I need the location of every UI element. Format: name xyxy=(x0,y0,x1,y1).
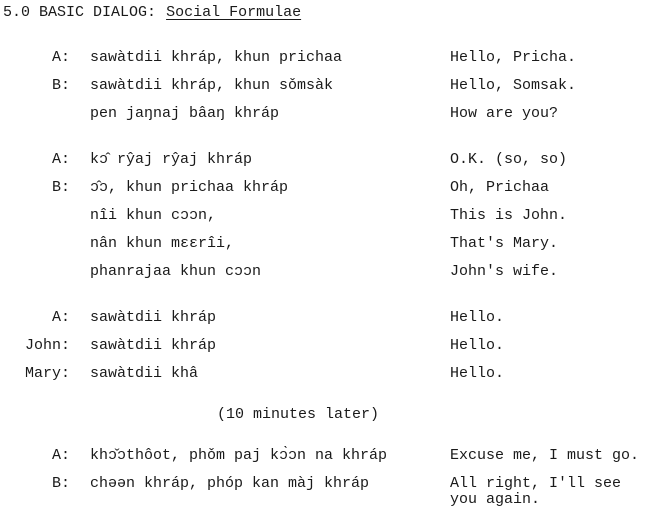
section-label: BASIC DIALOG: xyxy=(39,4,157,21)
speaker-label: A: xyxy=(51,309,70,326)
dialog-line xyxy=(0,234,655,254)
dialog-line xyxy=(0,104,655,124)
dialog-line xyxy=(0,150,655,170)
english-translation: Hello, Pricha. xyxy=(450,49,577,66)
speaker-label: A: xyxy=(51,447,70,464)
speaker-label: B: xyxy=(51,77,70,94)
thai-utterance: sawàtdii khráp, khun prichaa xyxy=(90,49,343,66)
dialog-line xyxy=(0,364,655,384)
dialog-line xyxy=(0,336,655,356)
speaker-label: Mary: xyxy=(24,365,70,382)
thai-utterance: sawàtdii khâ xyxy=(90,365,199,382)
speaker-label: B: xyxy=(51,179,70,196)
english-translation: Oh, Prichaa xyxy=(450,179,550,196)
english-translation: That's Mary. xyxy=(450,235,559,252)
thai-utterance: sawàtdii khráp, khun sǒmsàk xyxy=(90,77,334,94)
interlude-text: (10 minutes later) xyxy=(217,406,380,423)
english-translation: All right, I'll see you again. xyxy=(450,475,622,508)
section-title: Social Formulae xyxy=(166,4,302,21)
english-translation: Hello, Somsak. xyxy=(450,77,577,94)
speaker-label: John: xyxy=(24,337,70,354)
english-translation: Excuse me, I must go. xyxy=(450,447,640,464)
thai-utterance: phanrajaa khun cɔɔn xyxy=(90,263,262,280)
dialog-line xyxy=(0,206,655,226)
speaker-label: A: xyxy=(51,151,70,168)
thai-utterance: sawàtdii khráp xyxy=(90,337,217,354)
thai-utterance: pen jaŋnaj bâaŋ khráp xyxy=(90,105,280,122)
thai-utterance: nân khun mɛɛrîi, xyxy=(90,235,235,252)
english-translation: O.K. (so, so) xyxy=(450,151,568,168)
thai-utterance: chəən khráp, phóp kan màj khráp xyxy=(90,475,370,492)
thai-utterance: kɔ̂ rŷaj rŷaj khráp xyxy=(90,151,253,168)
dialog-line xyxy=(0,308,655,328)
dialog-line xyxy=(0,262,655,282)
english-translation: This is John. xyxy=(450,207,568,224)
speaker-label: B: xyxy=(51,475,70,492)
dialog-line xyxy=(0,178,655,198)
dialog-line xyxy=(0,48,655,68)
dialog-line xyxy=(0,76,655,96)
english-translation: Hello. xyxy=(450,337,505,354)
thai-utterance: khɔ̌ɔthôot, phǒm paj kɔ̀ɔn na khráp xyxy=(90,447,388,464)
english-translation: Hello. xyxy=(450,309,505,326)
english-translation: How are you? xyxy=(450,105,559,122)
english-translation: Hello. xyxy=(450,365,505,382)
speaker-label: A: xyxy=(51,49,70,66)
thai-utterance: nîi khun cɔɔn, xyxy=(90,207,217,224)
thai-utterance: ɔ̂ɔ, khun prichaa khráp xyxy=(90,179,289,196)
english-translation: John's wife. xyxy=(450,263,559,280)
dialog-line xyxy=(0,446,655,466)
section-heading xyxy=(3,4,301,22)
section-number: 5.0 xyxy=(3,4,31,21)
dialog-line xyxy=(0,474,655,508)
thai-utterance: sawàtdii khráp xyxy=(90,309,217,326)
